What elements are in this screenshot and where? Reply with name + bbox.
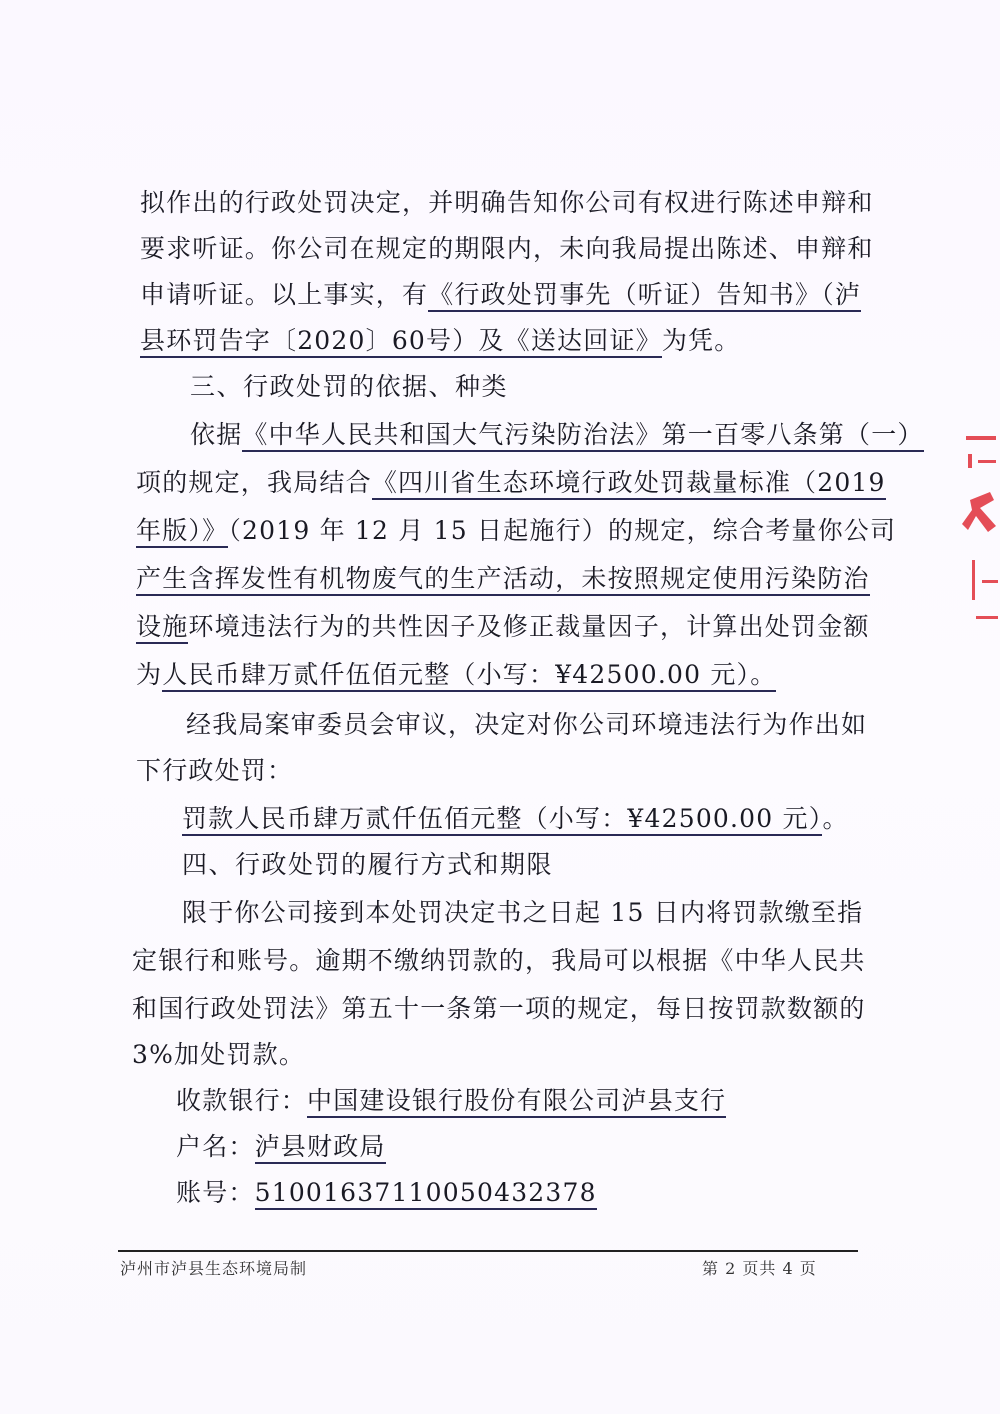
underlined-text: 《送达回证》 bbox=[505, 326, 662, 358]
paragraph-line bbox=[140, 318, 740, 364]
text-fragment: 依据 bbox=[190, 420, 243, 449]
underlined-text: 人民币肆万贰仟伍佰元整（小写：¥42500.00 元）。 bbox=[162, 660, 776, 692]
text-fragment: 。 bbox=[822, 804, 849, 833]
paragraph-line: 限于你公司接到本处罚决定书之日起 15 日内将罚款缴至指 bbox=[182, 898, 864, 927]
account-number-label: 账号： bbox=[176, 1178, 255, 1207]
footer-page-info: 第 2 页共 4 页 bbox=[702, 1259, 817, 1278]
paragraph-line: 拟作出的行政处罚决定，并明确告知你公司有权进行陈述申辩和 bbox=[140, 188, 874, 217]
text-fragment: 为 bbox=[136, 660, 163, 689]
account-name-line bbox=[176, 1124, 386, 1170]
text-fragment: 项的规定，我局结合 bbox=[136, 468, 372, 497]
underlined-text: 《四川省生态环境行政处罚裁量标准（2019 bbox=[372, 468, 886, 500]
footer-rule bbox=[118, 1250, 858, 1252]
paragraph-line bbox=[136, 508, 896, 554]
account-number-value: 51001637110050432378 bbox=[255, 1178, 597, 1210]
underlined-text: 罚款人民币肆万贰仟伍佰元整（小写：¥42500.00 元） bbox=[182, 804, 822, 836]
paragraph-line bbox=[140, 272, 861, 318]
text-fragment: （2019 年 12 月 15 日起施行）的规定，综合考量你公司 bbox=[228, 516, 897, 545]
account-number-line bbox=[176, 1170, 597, 1216]
text-fragment: 申请听证。以上事实，有 bbox=[140, 280, 429, 309]
paragraph-line bbox=[190, 412, 924, 458]
account-name-value: 泸县财政局 bbox=[255, 1132, 386, 1164]
underlined-text: 《中华人民共和国大气污染防治法》第一百零八条第（一） bbox=[242, 420, 923, 452]
paragraph-line: 3%加处罚款。 bbox=[132, 1040, 306, 1069]
paragraph-line: 下行政处罚： bbox=[136, 756, 294, 785]
paragraph-line bbox=[136, 604, 870, 650]
paragraph-line: 定银行和账号。逾期不缴纳罚款的，我局可以根据《中华人民共 bbox=[132, 946, 866, 975]
penalty-line bbox=[182, 796, 849, 842]
bank-line bbox=[176, 1078, 726, 1124]
underlined-text: 设施 bbox=[136, 612, 188, 644]
section-heading-3: 三、行政处罚的依据、种类 bbox=[190, 372, 509, 401]
paragraph-line bbox=[136, 652, 776, 698]
bank-value: 中国建设银行股份有限公司泸县支行 bbox=[307, 1086, 726, 1118]
underlined-text: 年版）》 bbox=[136, 516, 228, 548]
paragraph-line: 要求听证。你公司在规定的期限内，未向我局提出陈述、申辩和 bbox=[140, 234, 874, 263]
text-fragment: 为凭。 bbox=[661, 326, 741, 355]
paragraph-line: 经我局案审委员会审议，决定对你公司环境违法行为作出如 bbox=[186, 710, 868, 739]
footer-issuer: 泸州市泸县生态环境局制 bbox=[120, 1259, 308, 1278]
text-fragment: 环境违法行为的共性因子及修正裁量因子，计算出处罚金额 bbox=[188, 612, 870, 641]
underlined-text: 《行政处罚事先（听证）告知书》（泸 bbox=[428, 280, 861, 312]
paragraph-line bbox=[136, 460, 886, 506]
paragraph-line bbox=[136, 556, 870, 602]
section-heading-4: 四、行政处罚的履行方式和期限 bbox=[182, 850, 554, 879]
bank-label: 收款银行： bbox=[176, 1086, 308, 1115]
account-name-label: 户名： bbox=[176, 1132, 255, 1161]
seal-stamp-fragment bbox=[958, 430, 1000, 640]
underlined-text: 县环罚告字〔2020〕60号）及 bbox=[140, 326, 505, 358]
paragraph-line: 和国行政处罚法》第五十一条第一项的规定，每日按罚款数额的 bbox=[132, 994, 866, 1023]
underlined-text: 产生含挥发性有机物废气的生产活动，未按照规定使用污染防治 bbox=[136, 564, 870, 596]
